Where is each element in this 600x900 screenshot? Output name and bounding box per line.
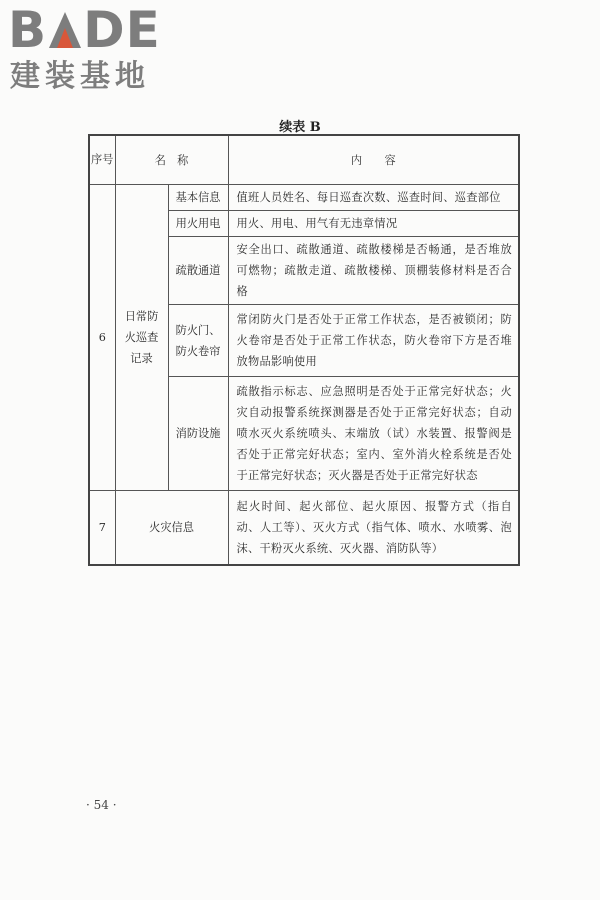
- header-no: 序号: [89, 135, 115, 185]
- row-7-name: 火灾信息: [115, 491, 228, 565]
- table-row: [89, 491, 519, 565]
- inspection-table: [88, 134, 520, 566]
- content-fire-electric-use: 用火、用电、用气有无违章情况: [228, 211, 519, 237]
- sub-evacuation-route: 疏散通道: [168, 237, 228, 305]
- logo-letter-b: B: [8, 1, 48, 59]
- row-6-name: 日常防火巡查记录: [115, 185, 168, 491]
- logo-subtitle: 建装基地: [10, 59, 150, 94]
- logo-triangle-icon: [47, 10, 83, 50]
- sub-fire-electric-use: 用火用电: [168, 211, 228, 237]
- header-name: 名 称: [115, 135, 228, 185]
- content-fire-door-shutter: 常闭防火门是否处于正常工作状态，是否被锁闭；防火卷帘是否处于正常工作状态，防火卷帘下方是否堆放物品影响使用: [228, 305, 519, 377]
- logo-wordmark: [8, 1, 161, 59]
- table-row: [89, 185, 519, 211]
- sub-fire-facilities: 消防设施: [168, 377, 228, 491]
- table-header-row: [89, 135, 519, 185]
- row-7-number: 7: [89, 491, 115, 565]
- page-number: · 54 ·: [86, 798, 117, 812]
- row-6-number: 6: [89, 185, 115, 491]
- table-caption: 续表 B: [279, 120, 321, 135]
- content-evacuation-route: 安全出口、疏散通道、疏散楼梯是否畅通，是否堆放可燃物；疏散走道、疏散楼梯、顶棚装修材料是否合格: [228, 237, 519, 305]
- logo-letters-de: DE: [83, 1, 161, 59]
- bade-logo: [8, 1, 178, 96]
- content-basic-info: 值班人员姓名、每日巡查次数、巡查时间、巡查部位: [228, 185, 519, 211]
- content-fire-info: 起火时间、起火部位、起火原因、报警方式（指自动、人工等）、灭火方式（指气体、喷水、水喷雾、泡沫、干粉灭火系统、灭火器、消防队等）: [228, 491, 519, 565]
- content-fire-facilities: 疏散指示标志、应急照明是否处于正常完好状态；火灾自动报警系统探测器是否处于正常完好状态；自动喷水灭火系统喷头、末端放（试）水装置、报警阀是否处于正常完好状态；室内、室外消火栓系统是否处于正常完好状态；灭火器是否处于正常完好状态: [228, 377, 519, 491]
- sub-fire-door-shutter: 防火门、防火卷帘: [168, 305, 228, 377]
- header-content: 内 容: [228, 135, 519, 185]
- sub-basic-info: 基本信息: [168, 185, 228, 211]
